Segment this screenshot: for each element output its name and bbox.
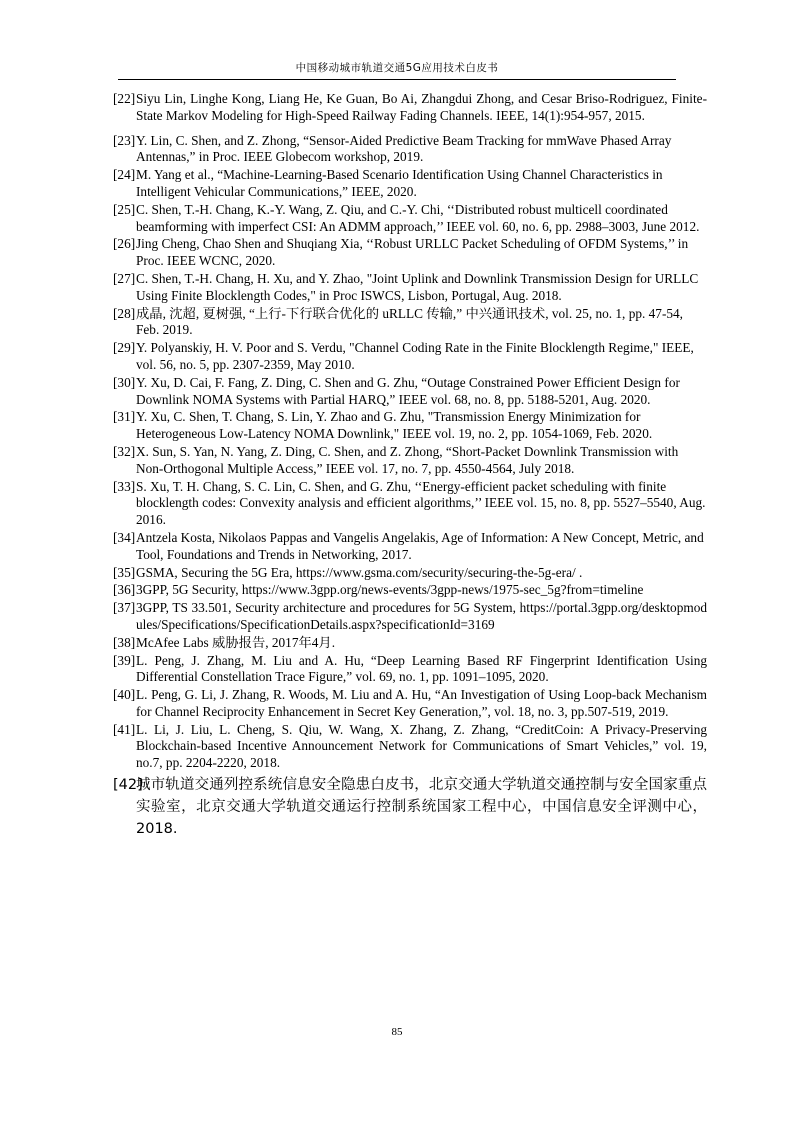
reference-item (113, 479, 707, 529)
reference-item (113, 444, 707, 478)
reference-item (113, 687, 707, 721)
reference-text: C. Shen, T.-H. Chang, K.-Y. Wang, Z. Qiu, and C.-Y. Chi, ‘‘Distributed robust multicell coordinated beamforming with imperfect CSI: An ADMM approach,’’ IEEE vol. 60, no. 6, pp. 2988–3003, June 2012. (136, 201, 700, 234)
reference-item (113, 600, 707, 634)
reference-text: L. Peng, G. Li, J. Zhang, R. Woods, M. Liu and A. Hu, “An Investigation of Using Loop-back Mechanism for Channel Reciprocity Enhancement in Secret Key Generation,”, vol. 18, no. 3, pp.507-519, 2019. (136, 687, 707, 719)
reference-number: [26] (113, 236, 136, 252)
reference-number: [23] (113, 132, 136, 148)
reference-number: [30] (113, 374, 136, 390)
reference-list (113, 91, 707, 841)
reference-item (113, 306, 707, 340)
reference-text: 3GPP, 5G Security, https://www.3gpp.org/news-events/3gpp-news/1975-sec_5g?from=timeline (136, 582, 644, 598)
reference-item (113, 202, 707, 236)
reference-number: [37] (113, 600, 136, 616)
reference-item (113, 167, 707, 201)
reference-text: Y. Xu, D. Cai, F. Fang, Z. Ding, C. Shen and G. Zhu, “Outage Constrained Power Efficient Design for Downlink NOMA Systems with Partial HARQ,” IEEE vol. 68, no. 8, pp. 5188-5201, Aug. 2020. (136, 374, 680, 407)
reference-item (113, 271, 707, 305)
reference-text: M. Yang et al., “Machine-Learning-Based Scenario Identification Using Channel Characteristics in Intelligent Vehicular Communications,” IEEE, 2020. (136, 167, 663, 199)
reference-text: C. Shen, T.-H. Chang, H. Xu, and Y. Zhao, "Joint Uplink and Downlink Transmission Design for URLLC Using Finite Blocklength Codes," in Proc ISWCS, Lisbon, Portugal, Aug. 2018. (136, 270, 699, 303)
reference-text: 城市轨道交通列控系统信息安全隐患白皮书，北京交通大学轨道交通控制与安全国家重点实验室，北京交通大学轨道交通运行控制系统国家工程中心，中国信息安全评测中心，2018. (136, 777, 707, 838)
running-header: 中国移动城市轨道交通5G应用技术白皮书 (295, 62, 499, 74)
reference-item (113, 133, 707, 167)
reference-number: [29] (113, 340, 136, 356)
reference-number: [35] (113, 564, 136, 580)
reference-number: [31] (113, 409, 136, 425)
reference-number: [41] (113, 721, 136, 737)
reference-number: [28] (113, 305, 136, 321)
header-rule (118, 79, 676, 80)
reference-item (113, 375, 707, 409)
reference-item (113, 236, 707, 270)
reference-number: [39] (113, 652, 136, 668)
reference-text: 3GPP, TS 33.501, Security architecture and procedures for 5G System, https://portal.3gpp.org/desktopmodules/Specifications/SpecificationDetails.aspx?specificationId=3169 (136, 600, 707, 632)
reference-number: [24] (113, 167, 136, 183)
reference-text: Y. Lin, C. Shen, and Z. Zhong, “Sensor-Aided Predictive Beam Tracking for mmWave Phased Array Antennas,” in Proc. IEEE Globecom workshop, 2019. (136, 132, 672, 165)
reference-number: [38] (113, 634, 136, 650)
reference-number: [36] (113, 582, 136, 598)
reference-number: [22] (113, 91, 136, 106)
reference-number: [27] (113, 270, 136, 286)
reference-item (113, 530, 707, 564)
reference-text: S. Xu, T. H. Chang, S. C. Lin, C. Shen, and G. Zhu, ‘‘Energy-efficient packet scheduling with finite blocklength codes: Convexity analysis and efficient algorithms,’’ IEEE vol. 15, no. 8, pp. 5527–5540, Aug. 2016. (136, 478, 706, 528)
reference-item (113, 722, 707, 772)
reference-item (113, 91, 707, 125)
reference-text: L. Peng, J. Zhang, M. Liu and A. Hu, “Deep Learning Based RF Fingerprint Identification Using Differential Constellation Trace Figure,” vol. 69, no. 1, pp. 1091–1095, 2020. (136, 652, 707, 685)
reference-number: [33] (113, 478, 136, 494)
reference-text: L. Li, J. Liu, L. Cheng, S. Qiu, W. Wang, X. Zhang, Z. Zhang, “CreditCoin: A Privacy-Preserving Blockchain-based Incentive Announcement Network for Communications of Smart Vehicles,” vol. 19, no.7, pp. 2204-2220, 2018. (136, 721, 707, 771)
reference-item (113, 653, 707, 687)
reference-text: Antzela Kosta, Nikolaos Pappas and Vangelis Angelakis, Age of Information: A New Concept, Metric, and Tool, Foundations and Trends in Networking, 2017. (136, 529, 704, 562)
reference-item (113, 340, 707, 374)
reference-text: GSMA, Securing the 5G Era, https://www.gsma.com/security/securing-the-5g-era/ . (136, 564, 583, 580)
reference-text: Y. Polyanskiy, H. V. Poor and S. Verdu, "Channel Coding Rate in the Finite Blocklength Regime," IEEE, vol. 56, no. 5, pp. 2307-2359, May 2010. (136, 340, 694, 372)
reference-number: [40] (113, 687, 136, 703)
reference-number: [32] (113, 443, 136, 459)
reference-item (113, 635, 707, 652)
reference-item (113, 582, 707, 599)
reference-text: Y. Xu, C. Shen, T. Chang, S. Lin, Y. Zhao and G. Zhu, "Transmission Energy Minimization for Heterogeneous Low-Latency NOMA Downlink," IEEE vol. 19, no. 2, pp. 1054-1069, Feb. 2020. (136, 409, 653, 442)
reference-text: 成晶, 沈超, 夏树强, “上行-下行联合优化的 uRLLC 传输,” 中兴通讯技术, vol. 25, no. 1, pp. 47-54, Feb. 2019. (136, 305, 683, 338)
reference-number: [42] (113, 777, 143, 794)
reference-text: Siyu Lin, Linghe Kong, Liang He, Ke Guan, Bo Ai, Zhangdui Zhong, and Cesar Briso-Rodriguez, Finite-State Markov Modeling for High-Speed Railway Fading Channels. IEEE, 14(1):954-957, 2015. (136, 91, 707, 123)
reference-item (113, 565, 707, 582)
reference-text: McAfee Labs 威胁报告, 2017年4月. (136, 634, 336, 650)
page-number: 85 (391, 1026, 403, 1038)
reference-number: [34] (113, 529, 136, 545)
reference-text: Jing Cheng, Chao Shen and Shuqiang Xia, ‘‘Robust URLLC Packet Scheduling of OFDM Systems,’’ in Proc. IEEE WCNC, 2020. (136, 236, 689, 269)
reference-item (113, 409, 707, 443)
reference-text: X. Sun, S. Yan, N. Yang, Z. Ding, C. Shen, and Z. Zhong, “Short-Packet Downlink Transmission with Non-Orthogonal Multiple Access,” IEEE vol. 17, no. 7, pp. 4550-4564, July 2018. (136, 443, 679, 476)
reference-number: [25] (113, 201, 136, 217)
reference-item (113, 774, 707, 840)
